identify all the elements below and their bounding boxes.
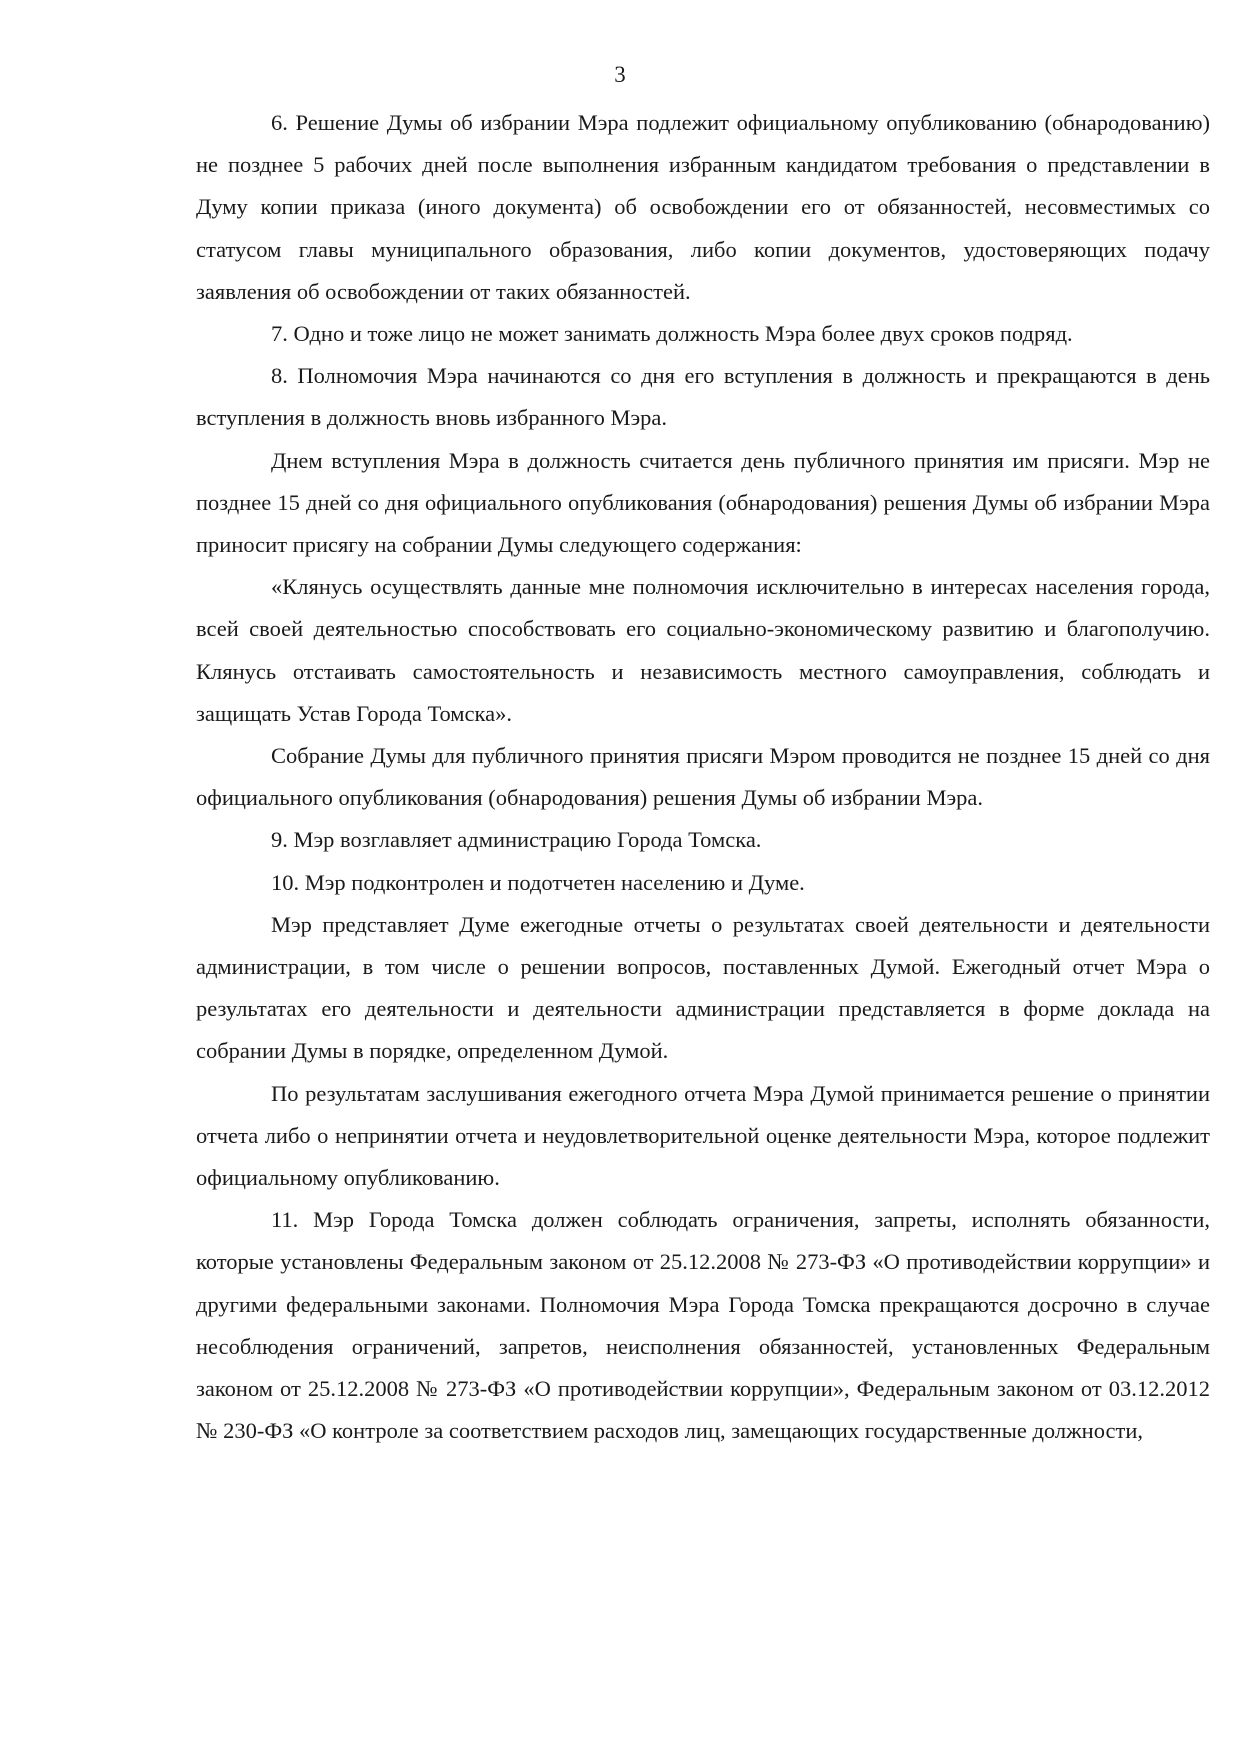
paragraph-6: 6. Решение Думы об избрании Мэра подлежит официальному опубликованию (обнародованию) не позднее 5 рабочих дней после выполнения избранным кандидатом требования о представлении в Думу копии приказа (иного документа) об освобождении его от обязанностей, несовместимых со статусом главы муниципального образования, либо копии документов, удостоверяющих подачу заявления об освобождении от таких обязанностей. — [196, 110, 1210, 304]
paragraph-oath-day: Днем вступления Мэра в должность считается день публичного принятия им присяги. Мэр не позднее 15 дней со дня официального опубликования (обнародования) решения Думы об избрании Мэра приносит присягу на собрании Думы следующего содержания: — [196, 447, 1210, 558]
paragraph-11: 11. Мэр Города Томска должен соблюдать ограничения, запреты, исполнять обязанности, которые установлены Федеральным законом от 25.12.2008 № 273-ФЗ «О противодействии коррупции» и другими федеральными законами. Полномочия Мэра Города Томска прекращаются досрочно в случае несоблюдения ограничений, запретов, неисполнения обязанностей, установленных Федеральным законом от 25.12.2008 № 273-ФЗ «О противодействии коррупции», Федеральным законом от 03.12.2012 № 230-ФЗ «О контроле за соответствием расходов лиц, замещающих государственные должности, — [196, 1207, 1210, 1444]
page-number: 3 — [614, 62, 626, 87]
paragraph-10: 10. Мэр подконтролен и подотчетен населению и Думе. — [271, 869, 805, 895]
paragraph-oath-text: «Клянусь осуществлять данные мне полномочия исключительно в интересах населения города, всей своей деятельностью способствовать его социально-экономическому развитию и благополучию. Клянусь отстаивать самостоятельность и независимость местного самоуправления, соблюдать и защищать Устав Города Томска». — [196, 574, 1210, 726]
paragraph-7: 7. Одно и тоже лицо не может занимать должность Мэра более двух сроков подряд. — [271, 321, 1073, 347]
paragraph-9: 9. Мэр возглавляет администрацию Города Томска. — [271, 827, 762, 853]
paragraph-oath-meeting: Собрание Думы для публичного принятия присяги Мэром проводится не позднее 15 дней со дня официального опубликования (обнародования) решения Думы об избрании Мэра. — [196, 743, 1210, 811]
paragraph-8: 8. Полномочия Мэра начинаются со дня его вступления в должность и прекращаются в день вступления в должность вновь избранного Мэра. — [196, 363, 1210, 431]
paragraph-annual-report: Мэр представляет Думе ежегодные отчеты о результатах своей деятельности и деятельности администрации, в том числе о решении вопросов, поставленных Думой. Ежегодный отчет Мэра о результатах его деятельности и деятельности администрации представляется в форме доклада на собрании Думы в порядке, определенном Думой. — [196, 911, 1210, 1064]
document-body — [196, 102, 1210, 1453]
paragraph-report-decision: По результатам заслушивания ежегодного отчета Мэра Думой принимается решение о принятии отчета либо о непринятии отчета и неудовлетворительной оценке деятельности Мэра, которое подлежит официальному опубликованию. — [196, 1080, 1210, 1191]
